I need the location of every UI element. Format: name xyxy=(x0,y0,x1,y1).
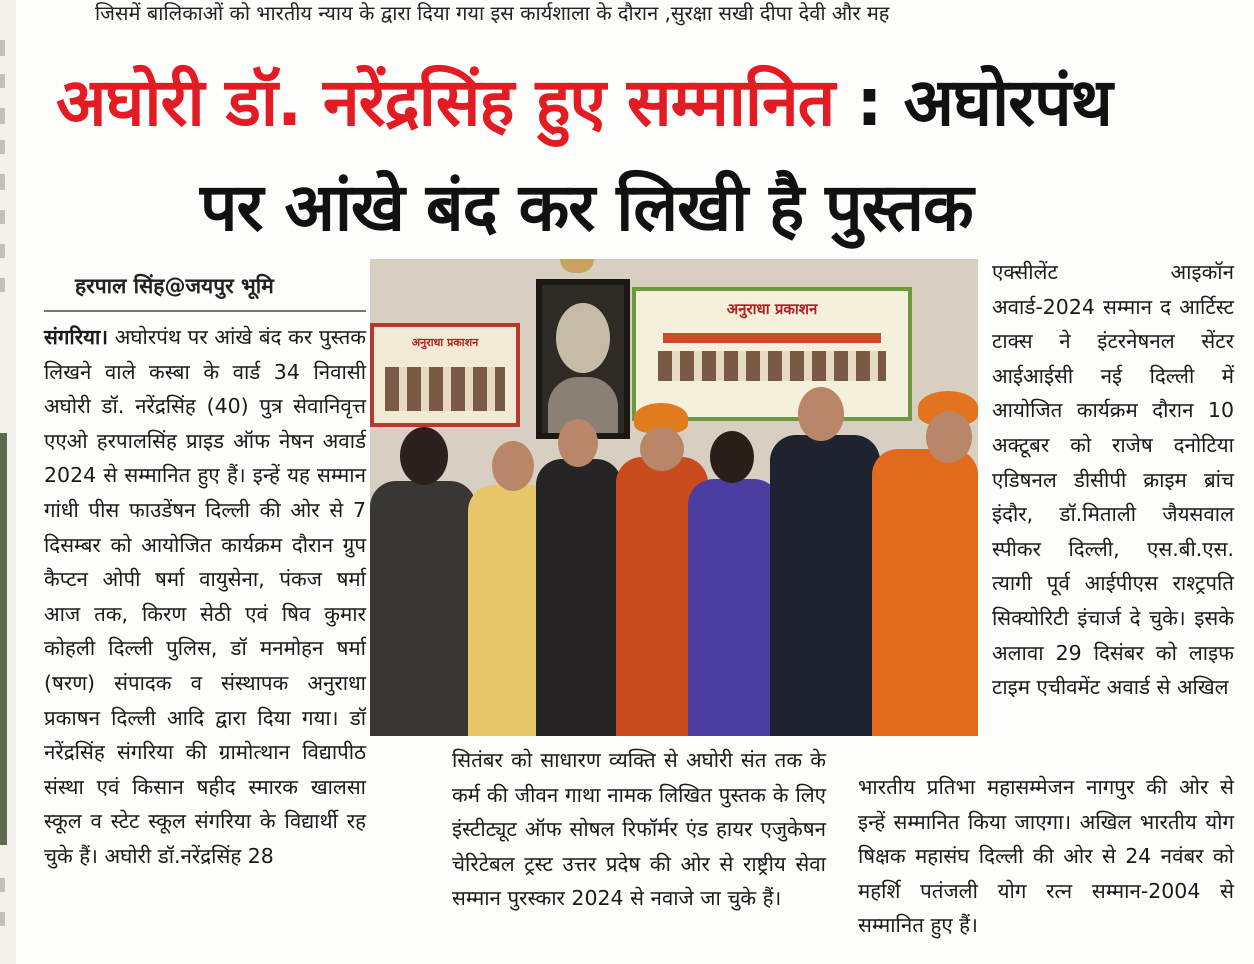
edge-mark xyxy=(0,174,5,190)
headline-line-2: पर आंखे बंद कर लिखी है पुस्तक xyxy=(200,169,973,246)
edge-mark xyxy=(0,140,5,154)
person-6 xyxy=(770,435,880,736)
article-column-3-top: एक्सीलेंट आइकॉन अवार्ड-2024 सम्मान द आर्टिस्ट टाक्स ने इंटरनेषनल सेंटर आईआईसी नई दिल्ली में आयोजित कार्यक्रम दौरान 10 अक्टूबर को राजेष दनोटिया एडिषनल डीसीपी क्राइम ब्रांच इंदौर, डॉ.मिताली जैयसवाल स्पीकर दिल्ली, एस.बी.एस. त्यागी पूर्व आईपीएस राश्ट्रपति सिक्योरिटी इंचार्ज दे चुके। इसके अलावा 29 दिसंबर को लाइफ टाइम एचीवमेंट अवार्ड से अखिल xyxy=(992,260,1234,700)
byline: हरपाल सिंह@जयपुर भूमि xyxy=(75,274,274,298)
person-7-head xyxy=(926,411,972,463)
article-column-3-bottom: भारतीय प्रतिभा महासम्मेजन नागपुर की ओर से इन्हें सम्मानित किया जाएगा। अखिल भारतीय योग षिक्षक महासंघ दिल्ली की ओर से 24 नवंबर को महर्शि पतंजली योग रत्न सम्मान-2004 से सम्मानित हुए हैं। xyxy=(858,775,1234,938)
headline-black-part: अघोरपंथ xyxy=(903,64,1112,141)
event-banner-left xyxy=(370,323,520,427)
previous-article-tail: जिसमें बालिकाओं को भारतीय न्याय के द्वारा दिया गया इस कार्यशाला के दौरान ,सुरक्षा सखी दीपा देवी और मह xyxy=(95,1,890,25)
edge-mark xyxy=(0,108,5,124)
headline-separator: : xyxy=(834,64,904,141)
banner-right-title: अनुराधा प्रकाशन xyxy=(726,300,818,318)
gandhi-portrait xyxy=(536,279,630,439)
person-4-head xyxy=(640,427,684,471)
person-2-head xyxy=(492,441,534,491)
edge-mark xyxy=(0,244,5,258)
adjacent-page-edge xyxy=(0,0,16,964)
headline-red-part: अघोरी डॉ. नरेंद्रसिंह हुए सम्मानित xyxy=(56,64,835,141)
banner-right-strip xyxy=(663,333,881,343)
edge-mark xyxy=(0,912,5,926)
person-5 xyxy=(688,479,780,736)
byline-divider xyxy=(44,310,366,312)
edge-mark xyxy=(0,278,5,292)
person-3-head xyxy=(558,419,598,467)
banner-left-title: अनुराधा प्रकाशन xyxy=(411,336,479,349)
banner-left-photos xyxy=(385,367,504,411)
event-banner-right xyxy=(632,287,912,421)
person-5-head xyxy=(710,431,754,483)
banner-right-photos xyxy=(658,351,886,381)
headline-line-1 xyxy=(56,58,1246,148)
article-text-1: अघोरपंथ पर आंखे बंद कर पुस्तक लिखने वाले कस्बा के वार्ड 34 निवासी अघोरी डॉ. नरेंद्रसिंह (40) पुत्र सेवानिवृत्त एएओ हरपालसिंह प्राइड ऑफ नेषन अवार्ड 2024 से सम्मानित हुए हैं। इन्हें यह सम्मान गांधी पीस फाउडेंषन दिल्ली की ओर से 7 दिसम्बर को आयोजित कार्यक्रम दौरान ग्रुप कैप्टन ओपी षर्मा वायुसेना, पंकज षर्मा आज तक, किरण सेठी एवं षिव कुमार कोहली दिल्ली पुलिस, डॉ मनमोहन षर्मा (षरण) संपादक व संस्थापक अनुराधा प्रकाषन दिल्ली आदि द्वारा दिया गया। डॉ नरेंद्रसिंह संगरिया की ग्रामोत्थान विद्यापीठ संस्था एवं किसान षहीद स्मारक खालसा स्कूल व स्टेट स्कूल संगरिया के विद्यार्थी रह चुके हैं। अघोरी डॉ.नरेंद्रसिंह 28 xyxy=(44,325,366,868)
edge-mark xyxy=(0,210,5,224)
edge-mark xyxy=(0,878,5,892)
edge-mark xyxy=(0,40,5,56)
portrait-face xyxy=(556,303,610,373)
person-3 xyxy=(536,459,622,736)
person-6-head xyxy=(798,387,844,441)
person-7 xyxy=(872,449,978,736)
adjacent-photo-edge xyxy=(0,433,7,845)
person-1 xyxy=(370,481,476,736)
edge-mark xyxy=(0,74,5,88)
dateline: संगरिया। xyxy=(44,325,109,349)
article-column-2: सितंबर को साधारण व्यक्ति से अघोरी संत तक के कर्म की जीवन गाथा नामक लिखित पुस्तक के लिए इंस्टीट्यूट ऑफ सोषल रिफॉर्मर एंड हायर एजुकेषन चेरिटेबल ट्रस्ट उत्तर प्रदेष की ओर से राष्ट्रीय सेवा सम्मान पुरस्कार 2024 से नवाजे जा चुके हैं। xyxy=(452,748,826,911)
article-column-1 xyxy=(44,320,366,874)
event-photo xyxy=(370,259,978,736)
person-1-head xyxy=(400,427,448,485)
